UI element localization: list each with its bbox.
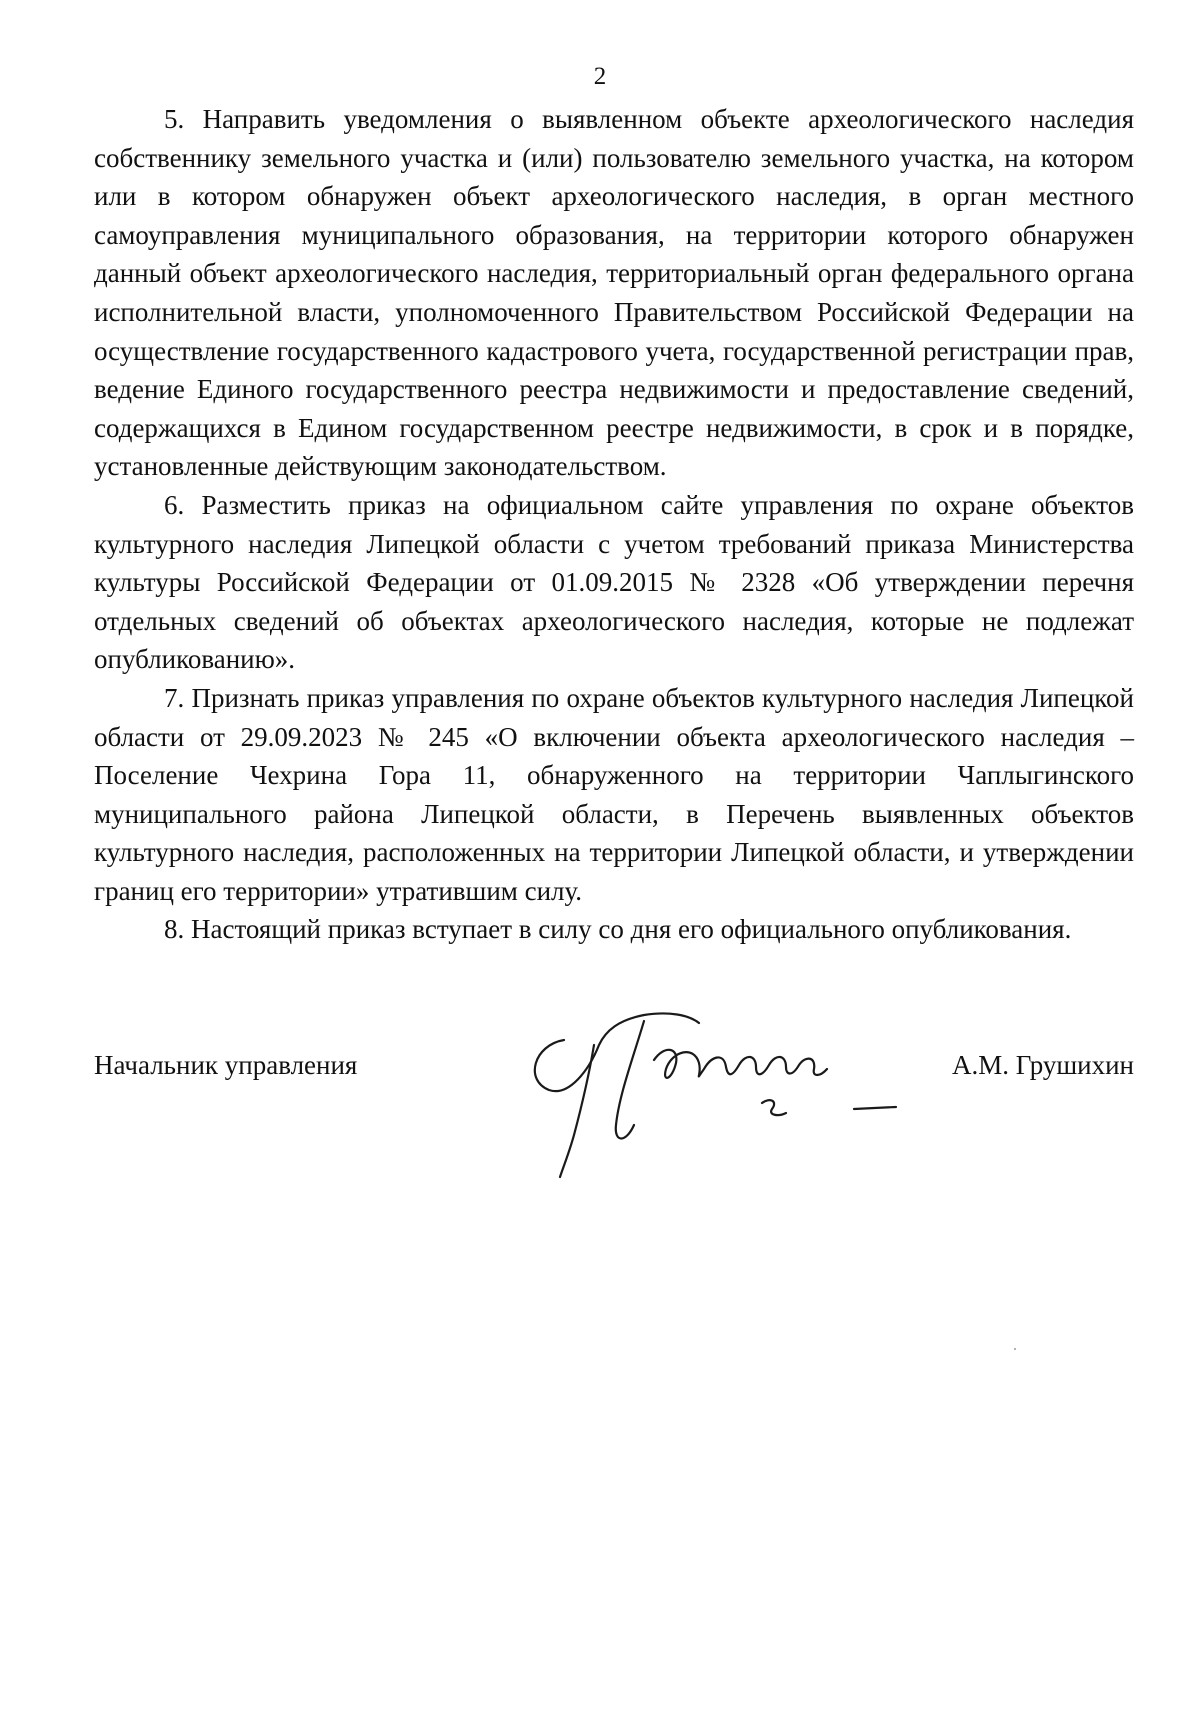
page-number: 2	[593, 63, 607, 90]
paragraph-8: 8. Настоящий приказ вступает в силу со дня его официального опубликования.	[164, 914, 1072, 945]
paragraph-5: 5. Направить уведомления о выявленном объекте археологического наследия собственнику земельного участка и (или) пользователю земельного участка, на котором или в котором обнаружен объект археологического наследия, в орган местного самоуправления муниципального образования, на территории которого обнаружен данный объект археологического наследия, территориальный орган федерального органа исполнительной власти, уполномоченного Правительством Российской Федерации на осуществление государственного кадастрового учета, государственной регистрации прав, ведение Единого государственного реестра недвижимости и предоставление сведений, содержащихся в Едином государственном реестре недвижимости, в срок и в порядке, установленные действующим законодательством.	[94, 104, 1134, 482]
scan-speck	[1014, 1348, 1016, 1350]
handwritten-signature	[494, 985, 974, 1195]
signer-position: Начальник управления	[94, 1050, 358, 1080]
paragraph-7: 7. Признать приказ управления по охране объектов культурного наследия Липецкой области от 29.09.2023 № 245 «О включении объекта археологического наследия – Поселение Чехрина Гора 11, обнаруженного на территории Чаплыгинского муниципального района Липецкой области, в Перечень выявленных объектов культурного наследия, расположенных на территории Липецкой области, и утверждении границ его территории» утратившим силу.	[94, 682, 1134, 906]
document-body	[94, 100, 1134, 949]
signature-block	[94, 1020, 1134, 1190]
paragraph-6: 6. Разместить приказ на официальном сайте управления по охране объектов культурного наследия Липецкой области с учетом требований приказа Министерства культуры Российской Федерации от 01.09.2015 № 2328 «Об утверждении перечня отдельных сведений об объектах археологического наследия, которые не подлежат опубликованию».	[94, 489, 1134, 675]
signer-name: А.М. Грушихин	[952, 1050, 1134, 1080]
